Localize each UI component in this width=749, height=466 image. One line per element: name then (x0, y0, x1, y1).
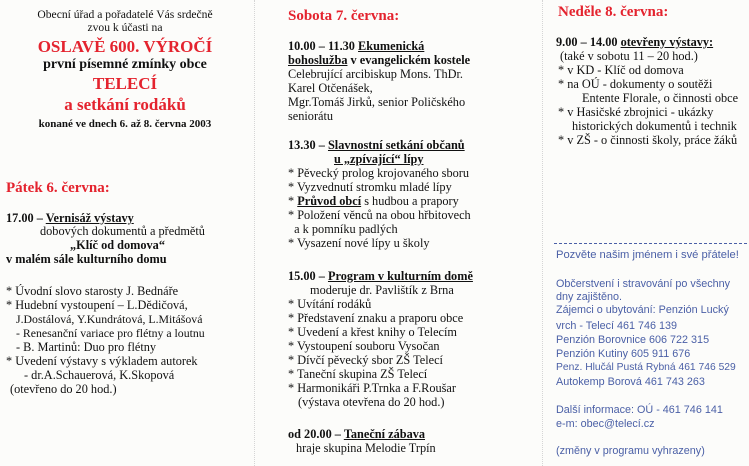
list-item: * Pěvecký prolog krojovaného sboru (288, 166, 470, 180)
event-title: Slavnostní setkání občanů (327, 138, 465, 152)
event-dance-heading (288, 428, 425, 442)
list-item: * Vyzvednutí stromku mladé lípy (288, 180, 452, 194)
event-line: (také v sobotu 11 – 20 hod.) (560, 49, 698, 63)
list-item: - Renesanční variace pro flétny a loutnu (16, 326, 205, 340)
headline-subtitle: první písemné zmínky obce (43, 57, 207, 72)
event-title: Program v kulturním domě (327, 269, 473, 283)
day-title-saturday: Sobota 7. června: (288, 8, 400, 24)
event-line: Mgr.Tomáš Jirků, senior Poličského (288, 95, 466, 109)
list-item: * Položení věnců na obou hřbitovech (288, 208, 471, 222)
event-line: Celebrující arcibiskup Mons. ThDr. (288, 67, 463, 81)
day-title-friday: Pátek 6. června: (6, 180, 110, 196)
list-item: * Uvedení výstavy s výkladem autorek (6, 354, 198, 368)
list-item: * Uvítání rodáků (288, 297, 372, 311)
list-item: J.Dostálová, Y.Kundrátová, L.Mitášová (16, 312, 203, 326)
list-item: - dr.A.Schauerová, K.Skopová (24, 368, 175, 382)
headline-anniversary: OSLAVĚ 600. VÝROČÍ (37, 37, 213, 56)
headline-village: TELECÍ (92, 74, 158, 93)
saturday-panel (262, 0, 540, 466)
event-time: 9.00 – 14.00 (556, 35, 618, 49)
event-title: Ekumenická (358, 39, 425, 53)
event-line: v malém sále kulturního domu (6, 252, 167, 266)
list-item: (otevřeno do 20 hod.) (10, 382, 117, 396)
list-item-rest: s hudbou a prapory (361, 194, 459, 208)
list-item: * Uvedení a křest knihy o Telecím (288, 325, 457, 339)
list-item: a k pomníku padlých (288, 222, 398, 236)
list-item: * na OÚ - dokumenty o soutěži (558, 77, 713, 91)
list-item: * v Hasičské zbrojnici - ukázky (558, 105, 714, 119)
event-exhibitions-heading (556, 36, 713, 50)
event-title: Vernisáž výstavy (45, 211, 134, 225)
sunday-panel (548, 0, 749, 466)
friday-panel (0, 0, 250, 466)
divider (554, 243, 747, 244)
list-item: - B. Martinů: Duo pro flétny (16, 340, 157, 354)
event-place: v evangelickém kostele (350, 53, 471, 67)
list-item-bold: Průvod obcí (297, 194, 362, 208)
list-item: * Vystoupení souboru Vysočan (288, 339, 440, 353)
event-title: bohoslužba (288, 53, 348, 67)
day-title-sunday: Neděle 8. června: (558, 4, 669, 20)
invite-line-2: zvou k účasti na (87, 21, 163, 34)
list-item: * Úvodní slovo starosty J. Bednáře (6, 284, 179, 298)
info-line: dny zajištěno. (556, 291, 623, 303)
list-item: Entente Florale, o činnosti obce (582, 91, 739, 105)
list-item: * Vysazení nové lípy u školy (288, 236, 430, 250)
event-line: moderuje dr. Pavlištík z Brna (310, 283, 454, 297)
changes-note: (změny v programu vyhrazeny) (556, 445, 705, 457)
list-item: (výstava otevřena do 20 hod.) (298, 395, 445, 409)
invite-line-1: Obecní úřad a pořadatelé Vás srdečně (37, 8, 213, 21)
list-item: * Taneční skupina ZŠ Telecí (288, 367, 428, 381)
event-time: 13.30 – (288, 138, 325, 152)
list-item: historických dokumentů i technik (572, 119, 737, 133)
event-time: 15.00 – (288, 269, 325, 283)
info-line: Penzión Borovnice 606 722 315 (556, 334, 710, 346)
event-time: od 20.00 – (288, 427, 341, 441)
info-line: vrch - Telecí 461 746 139 (556, 320, 678, 332)
event-line: hraje skupina Melodie Trpín (296, 441, 436, 455)
event-line: „Klíč od domova“ (70, 238, 165, 252)
event-meeting-heading (288, 139, 465, 153)
list-item: * Představení znaku a praporu obce (288, 311, 464, 325)
contact-phone: Další informace: OÚ - 461 746 141 (556, 404, 723, 416)
list-item: * v ZŠ - o činnosti školy, práce žáků (558, 133, 738, 147)
info-line: Občerstvení i stravování po všechny (556, 278, 731, 290)
event-title: otevřeny výstavy: (620, 35, 714, 49)
event-time: 17.00 – (6, 211, 43, 225)
list-item: * v KD - Klíč od domova (558, 63, 684, 77)
list-item: * Průvod obcí s hudbou a prapory (288, 194, 459, 208)
event-line: u „zpívající“ lípy (334, 152, 424, 166)
list-item: * Harmonikáři P.Trnka a F.Roušar (288, 381, 456, 395)
contact-email: e-m: obec@telecí.cz (556, 418, 655, 430)
event-line: Karel Otčenášek, (288, 81, 373, 95)
info-line: Penzión Kutiny 605 911 676 (556, 348, 691, 360)
event-line: dobových dokumentů a předmětů (40, 224, 205, 238)
event-line: seniorátu (288, 109, 334, 123)
info-line: Autokemp Borová 461 743 263 (556, 376, 705, 388)
info-line: Penz. Hlučál Pustá Rybná 461 746 529 (556, 362, 736, 373)
headline-dates: konané ve dnech 6. až 8. června 2003 (38, 118, 212, 130)
event-program-heading (288, 270, 473, 284)
invite-friends: Pozvěte našim jménem i své přátele! (556, 249, 739, 261)
headline-reunion: a setkání rodáků (64, 95, 186, 114)
info-line: Zájemci o ubytování: Penzión Lucký (556, 304, 729, 316)
event-mass-heading-2 (288, 54, 470, 68)
event-title: Taneční zábava (343, 427, 426, 441)
list-item: * Dívčí pěvecký sbor ZŠ Telecí (288, 353, 443, 367)
event-time: 10.00 – 11.30 (288, 39, 355, 53)
list-item: * Hudební vystoupení – L.Dědičová, (6, 298, 188, 312)
event-mass-heading (288, 40, 424, 54)
